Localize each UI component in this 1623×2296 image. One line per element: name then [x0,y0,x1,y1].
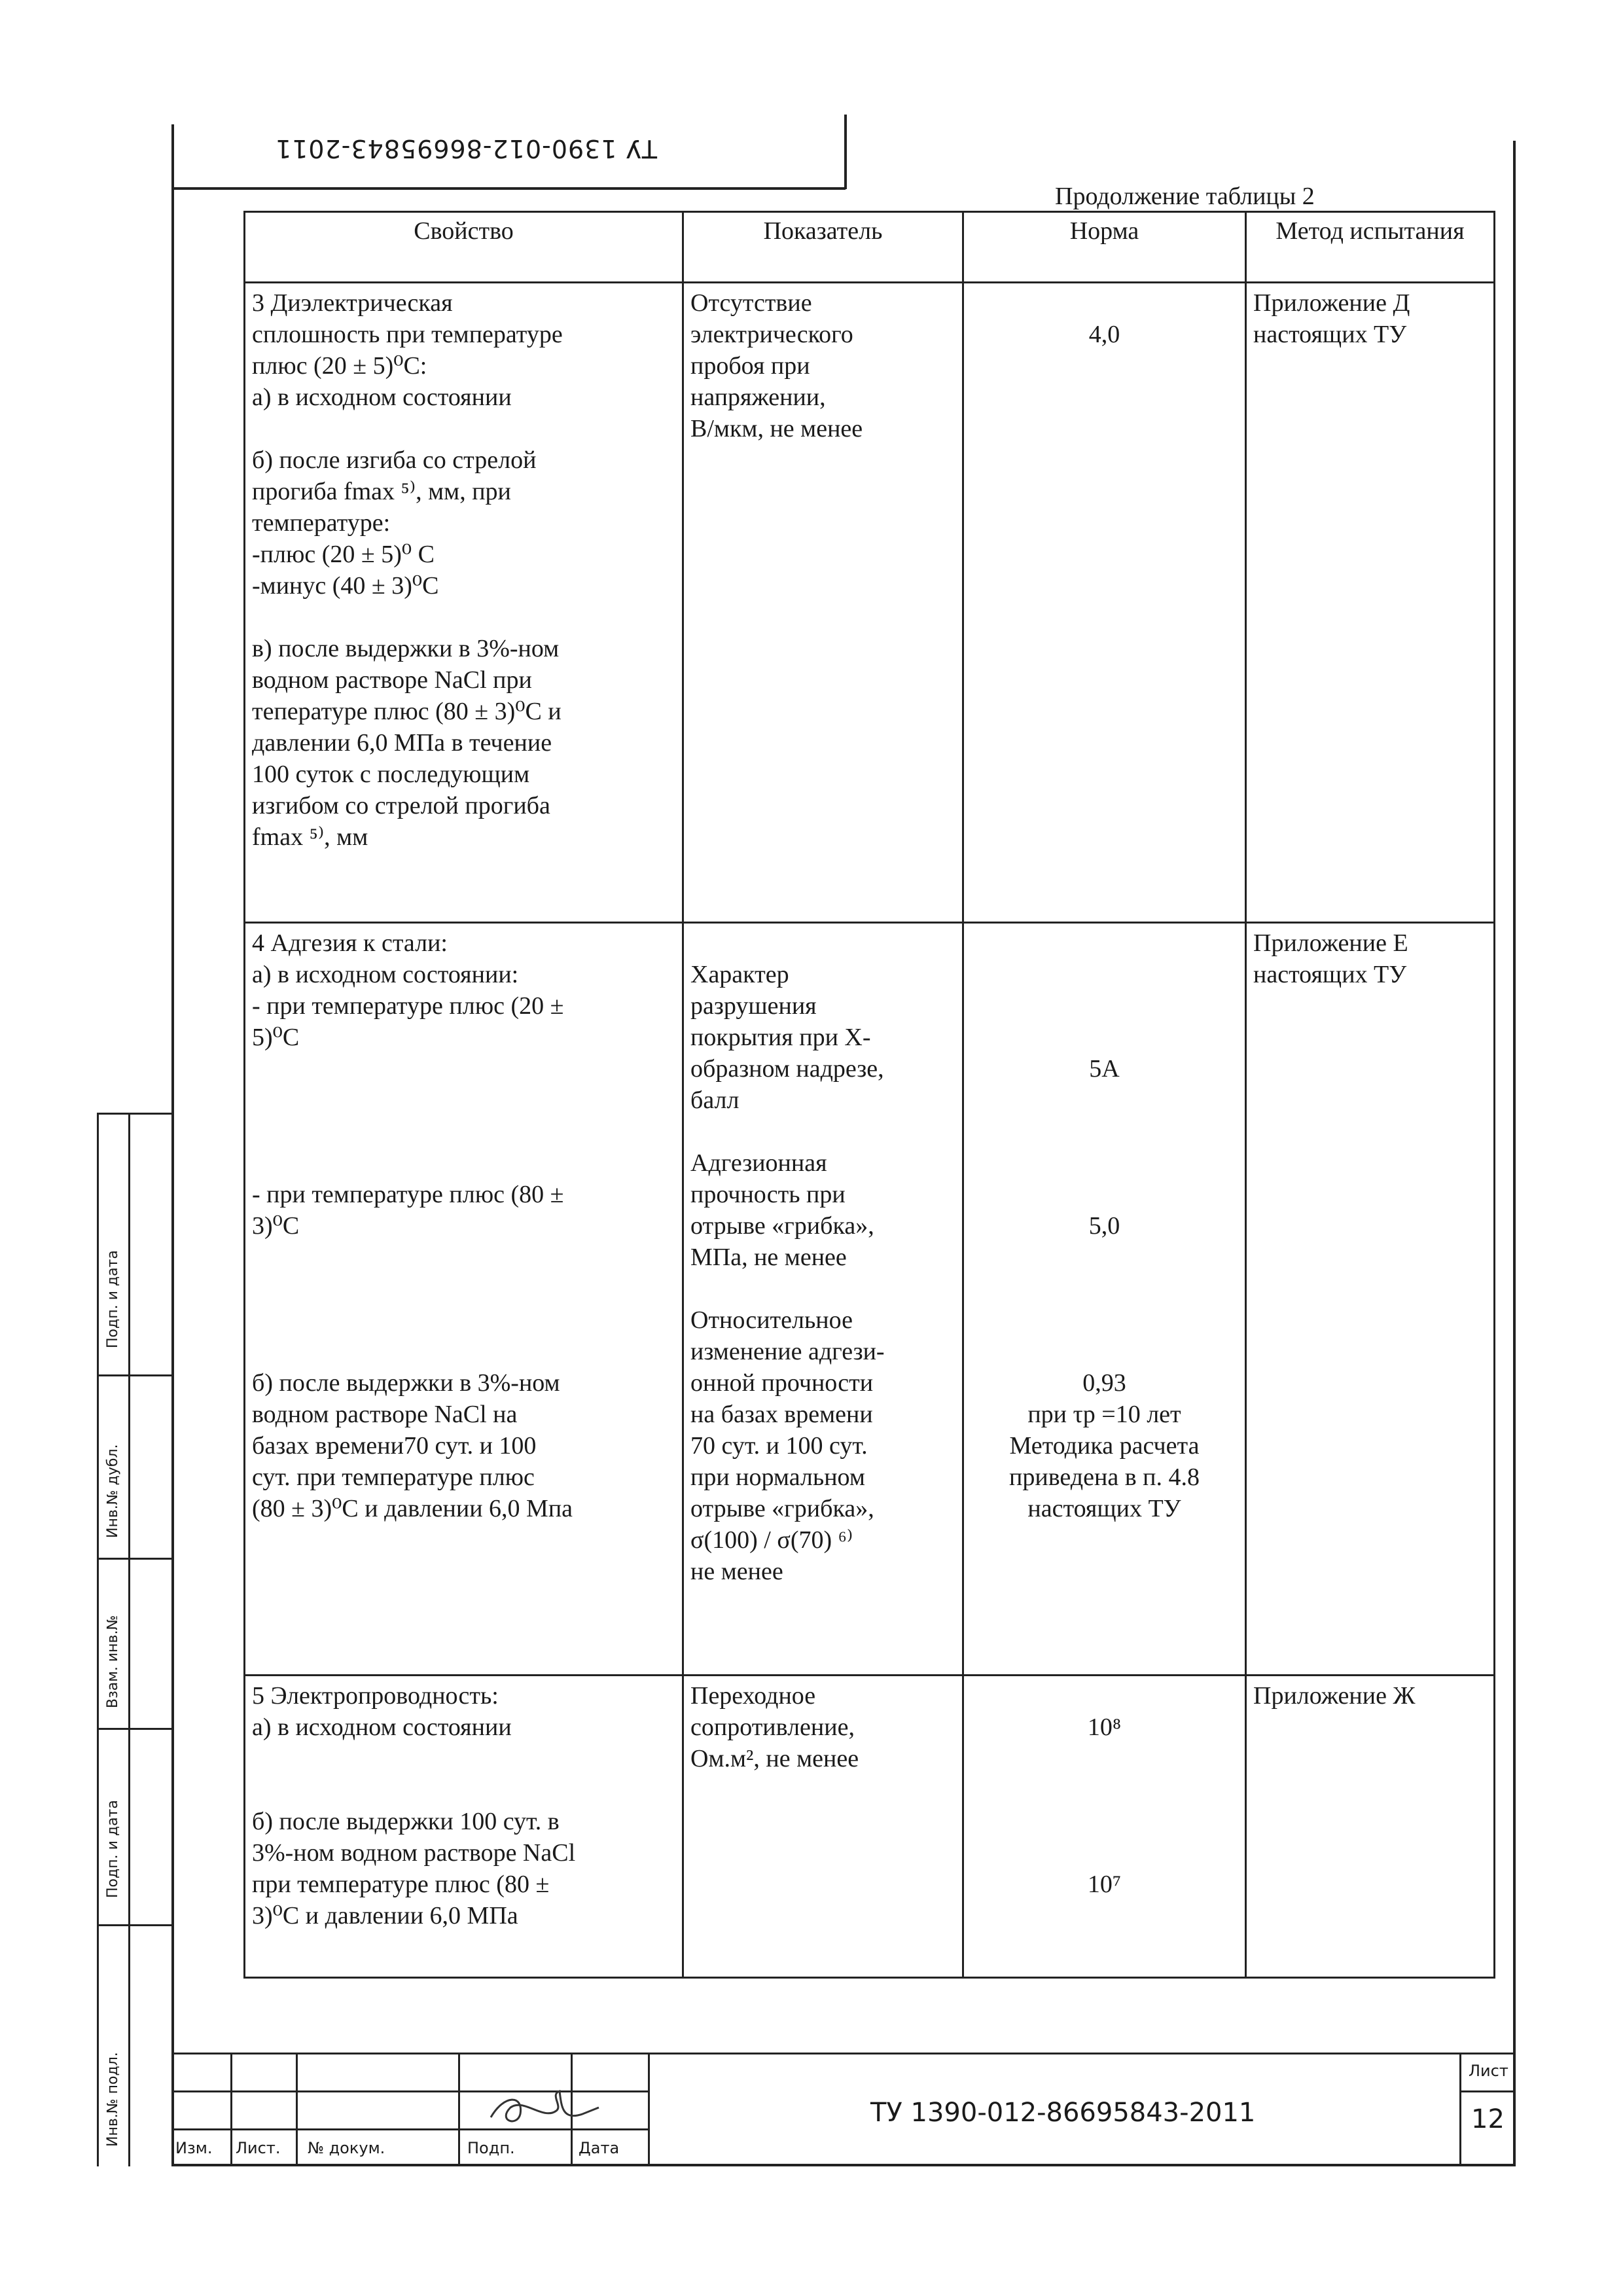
row-3-indicator [683,1676,963,1978]
side-stamp-label: Инв.№ дубл. [105,1444,121,1538]
cell-line: настоящих ТУ [1027,1495,1181,1522]
cell-line [252,1116,675,1147]
cell-line [690,1273,955,1304]
row-1-property [245,283,683,923]
cell-line [252,1774,675,1806]
side-stamp-sep [97,1374,174,1376]
side-stamp-label: Подп. и дата [105,1250,121,1348]
cell-line: онной прочности [690,1369,874,1397]
side-stamp-inner-line [128,1113,130,2166]
cell-line: а) в исходном состоянии: [252,961,519,988]
frame-right [1513,141,1516,2166]
cell-line: а) в исходном состоянии [252,1713,512,1741]
cell-line: температуре: [252,509,391,537]
doc-code: ТУ 1390-012-86695843-2011 [870,2098,1256,2128]
row-1-method [1246,283,1495,923]
cell-line: 5А [1089,1055,1120,1083]
cell-line [690,1116,955,1147]
cell-line [971,1116,1238,1147]
tb-sheet-row-line [1459,2090,1516,2092]
tb-col-date: Дата [579,2139,620,2157]
tb-sheet-col-line [1459,2053,1461,2165]
cell-line: при нормальном [690,1463,865,1491]
cell-line [971,1179,1238,1210]
cell-line: тепературе плюс (80 ± 3)⁰С и [252,698,562,725]
row-3-property [245,1676,683,1978]
cell-line: Приложение Е [1253,929,1408,957]
cell-line: настоящих ТУ [1253,961,1407,988]
cell-line: б) после выдержки в 3%-ном [252,1369,560,1397]
cell-line: на базах времени [690,1401,873,1428]
cell-line: Ом.м², не менее [690,1745,859,1772]
cell-line [252,1273,675,1304]
top-stamp-code: ТУ 1390-012-86695843-2011 [275,134,657,163]
side-stamp-sep [97,1558,174,1560]
header-method: Метод испытания [1246,212,1495,283]
cell-line: при температуре плюс (80 ± [252,1871,550,1898]
side-stamp-outer-line [97,1113,99,2166]
cell-line [971,1022,1238,1053]
cell-line: балл [690,1086,740,1114]
cell-line: приведена в п. 4.8 [1009,1463,1200,1491]
cell-line: 3%-ном водном растворе NaCl [252,1839,576,1867]
cell-line [971,287,1238,319]
cell-line: водном растворе NaCl при [252,666,532,694]
cell-line [971,990,1238,1022]
cell-line: 5,0 [1088,1212,1120,1240]
tb-col-line [458,2053,460,2165]
cell-line: в) после выдержки в 3%-ном [252,635,560,662]
cell-line: водном растворе NaCl на [252,1401,518,1428]
frame-bottom [171,2164,1516,2166]
side-stamp-label: Инв.№ подл. [105,2052,121,2147]
cell-line: прочность при [690,1181,846,1208]
cell-line: Отсутствие [690,289,812,317]
tb-col-doc: № докум. [308,2139,385,2157]
side-stamp-label: Взам. инв.№ [105,1615,121,1708]
cell-line: образном надрезе, [690,1055,884,1083]
side-stamp-top [97,1113,174,1115]
cell-line: отрыве «грибка», [690,1495,874,1522]
cell-line [971,1806,1238,1837]
cell-line: 10⁷ [1087,1871,1122,1898]
cell-line: 3)⁰С [252,1212,300,1240]
cell-line: - при температуре плюс (80 ± [252,1181,564,1208]
cell-line [971,1743,1238,1774]
frame-left [171,124,174,2166]
cell-line: 3 Диэлектрическая [252,289,453,317]
cell-line: Адгезионная [690,1149,827,1177]
cell-line: Характер [690,961,789,988]
cell-line [971,1147,1238,1179]
row-3-method [1246,1676,1495,1978]
cell-line: Приложение Ж [1253,1682,1416,1710]
cell-line: 5 Электропроводность: [252,1682,499,1710]
cell-line: 0,93 [1082,1369,1126,1397]
cell-line [252,413,675,444]
row-2-method [1246,923,1495,1676]
header-indicator: Показатель [683,212,963,283]
cell-line: МПа, не менее [690,1244,847,1271]
cell-line: настоящих ТУ [1253,321,1407,348]
tb-col-line [296,2053,298,2165]
cell-line: 10⁸ [1087,1713,1122,1741]
cell-line: -минус (40 ± 3)⁰С [252,572,439,600]
cell-line: изменение адгези- [690,1338,885,1365]
tb-col-izm: Изм. [175,2139,213,2157]
cell-line [971,1242,1238,1273]
cell-line [971,927,1238,959]
cell-line: 100 суток с последующим [252,761,530,788]
table-continuation-label: Продолжение таблицы 2 [1055,183,1315,210]
cell-line: а) в исходном состоянии [252,384,512,411]
cell-line [971,1774,1238,1806]
cell-line: 5)⁰С [252,1024,300,1051]
row-2-indicator [683,923,963,1676]
cell-line [252,1053,675,1085]
cell-line [971,1085,1238,1116]
cell-line: электрического [690,321,853,348]
top-stamp-line [171,187,846,190]
cell-line: 70 сут. и 100 сут. [690,1432,868,1460]
cell-line: при τр =10 лет [1027,1401,1181,1428]
cell-line [971,1336,1238,1367]
row-1-indicator [683,283,963,923]
cell-line: сут. при температуре плюс [252,1463,535,1491]
cell-line [971,1304,1238,1336]
table-header-row [245,212,1495,283]
cell-line: сопротивление, [690,1713,855,1741]
top-stamp-divider [844,115,847,189]
cell-line: разрушения [690,992,817,1020]
header-norm: Норма [963,212,1246,283]
cell-line: изгибом со стрелой прогиба [252,792,550,819]
side-stamp-sep [97,1924,174,1926]
sheet-label: Лист [1469,2062,1508,2080]
cell-line [252,1085,675,1116]
cell-line: б) после изгиба со стрелой [252,446,537,474]
tb-col-list: Лист. [236,2139,281,2157]
cell-line: отрыве «грибка», [690,1212,874,1240]
row-1-norm [963,283,1246,923]
cell-line: плюс (20 ± 5)⁰С: [252,352,427,380]
cell-line: (80 ± 3)⁰С и давлении 6,0 Мпа [252,1495,573,1522]
cell-line [690,927,955,959]
cell-line: базах времени70 сут. и 100 [252,1432,537,1460]
cell-line: Относительное [690,1306,853,1334]
cell-line [252,1147,675,1179]
signature-image [484,2081,602,2134]
spec-table [243,211,1495,1979]
cell-line [971,1837,1238,1869]
cell-line: 4,0 [1088,321,1120,348]
side-stamp-sep [97,1728,174,1730]
cell-line [252,1242,675,1273]
cell-line [252,601,675,633]
cell-line: Методика расчета [1009,1432,1200,1460]
cell-line: fmax ⁵⁾, мм [252,823,368,851]
table-row [245,283,1495,923]
cell-line: В/мкм, не менее [690,415,863,442]
cell-line: -плюс (20 ± 5)⁰ С [252,541,435,568]
row-2-property [245,923,683,1676]
cell-line: Переходное [690,1682,816,1710]
table-row [245,1676,1495,1978]
cell-line: не менее [690,1558,783,1585]
cell-line: - при температуре плюс (20 ± [252,992,564,1020]
cell-line [971,1680,1238,1712]
cell-line: напряжении, [690,384,826,411]
cell-line: б) после выдержки 100 сут. в [252,1808,560,1835]
cell-line: сплошность при температуре [252,321,563,348]
tb-col-line [648,2053,650,2165]
cell-line: 3)⁰С и давлении 6,0 МПа [252,1902,518,1929]
tb-col-line [230,2053,232,2165]
cell-line: пробоя при [690,352,810,380]
cell-line: 4 Адгезия к стали: [252,929,448,957]
header-property: Свойство [245,212,683,283]
cell-line [252,1336,675,1367]
row-2-norm [963,923,1246,1676]
cell-line [252,1743,675,1774]
cell-line: σ(100) / σ(70) ⁶⁾ [690,1526,853,1554]
cell-line: давлении 6,0 МПа в течение [252,729,552,757]
cell-line: прогиба fmax ⁵⁾, мм, при [252,478,511,505]
cell-line [971,1273,1238,1304]
cell-line: покрытия при Х- [690,1024,871,1051]
tb-col-sign: Подп. [467,2139,515,2157]
tb-top-line [171,2053,1516,2054]
side-stamp-label: Подп. и дата [105,1800,121,1898]
table-row [245,923,1495,1676]
row-3-norm [963,1676,1246,1978]
sheet-number: 12 [1471,2104,1505,2134]
cell-line [252,1304,675,1336]
cell-line: Приложение Д [1253,289,1410,317]
cell-line [971,959,1238,990]
